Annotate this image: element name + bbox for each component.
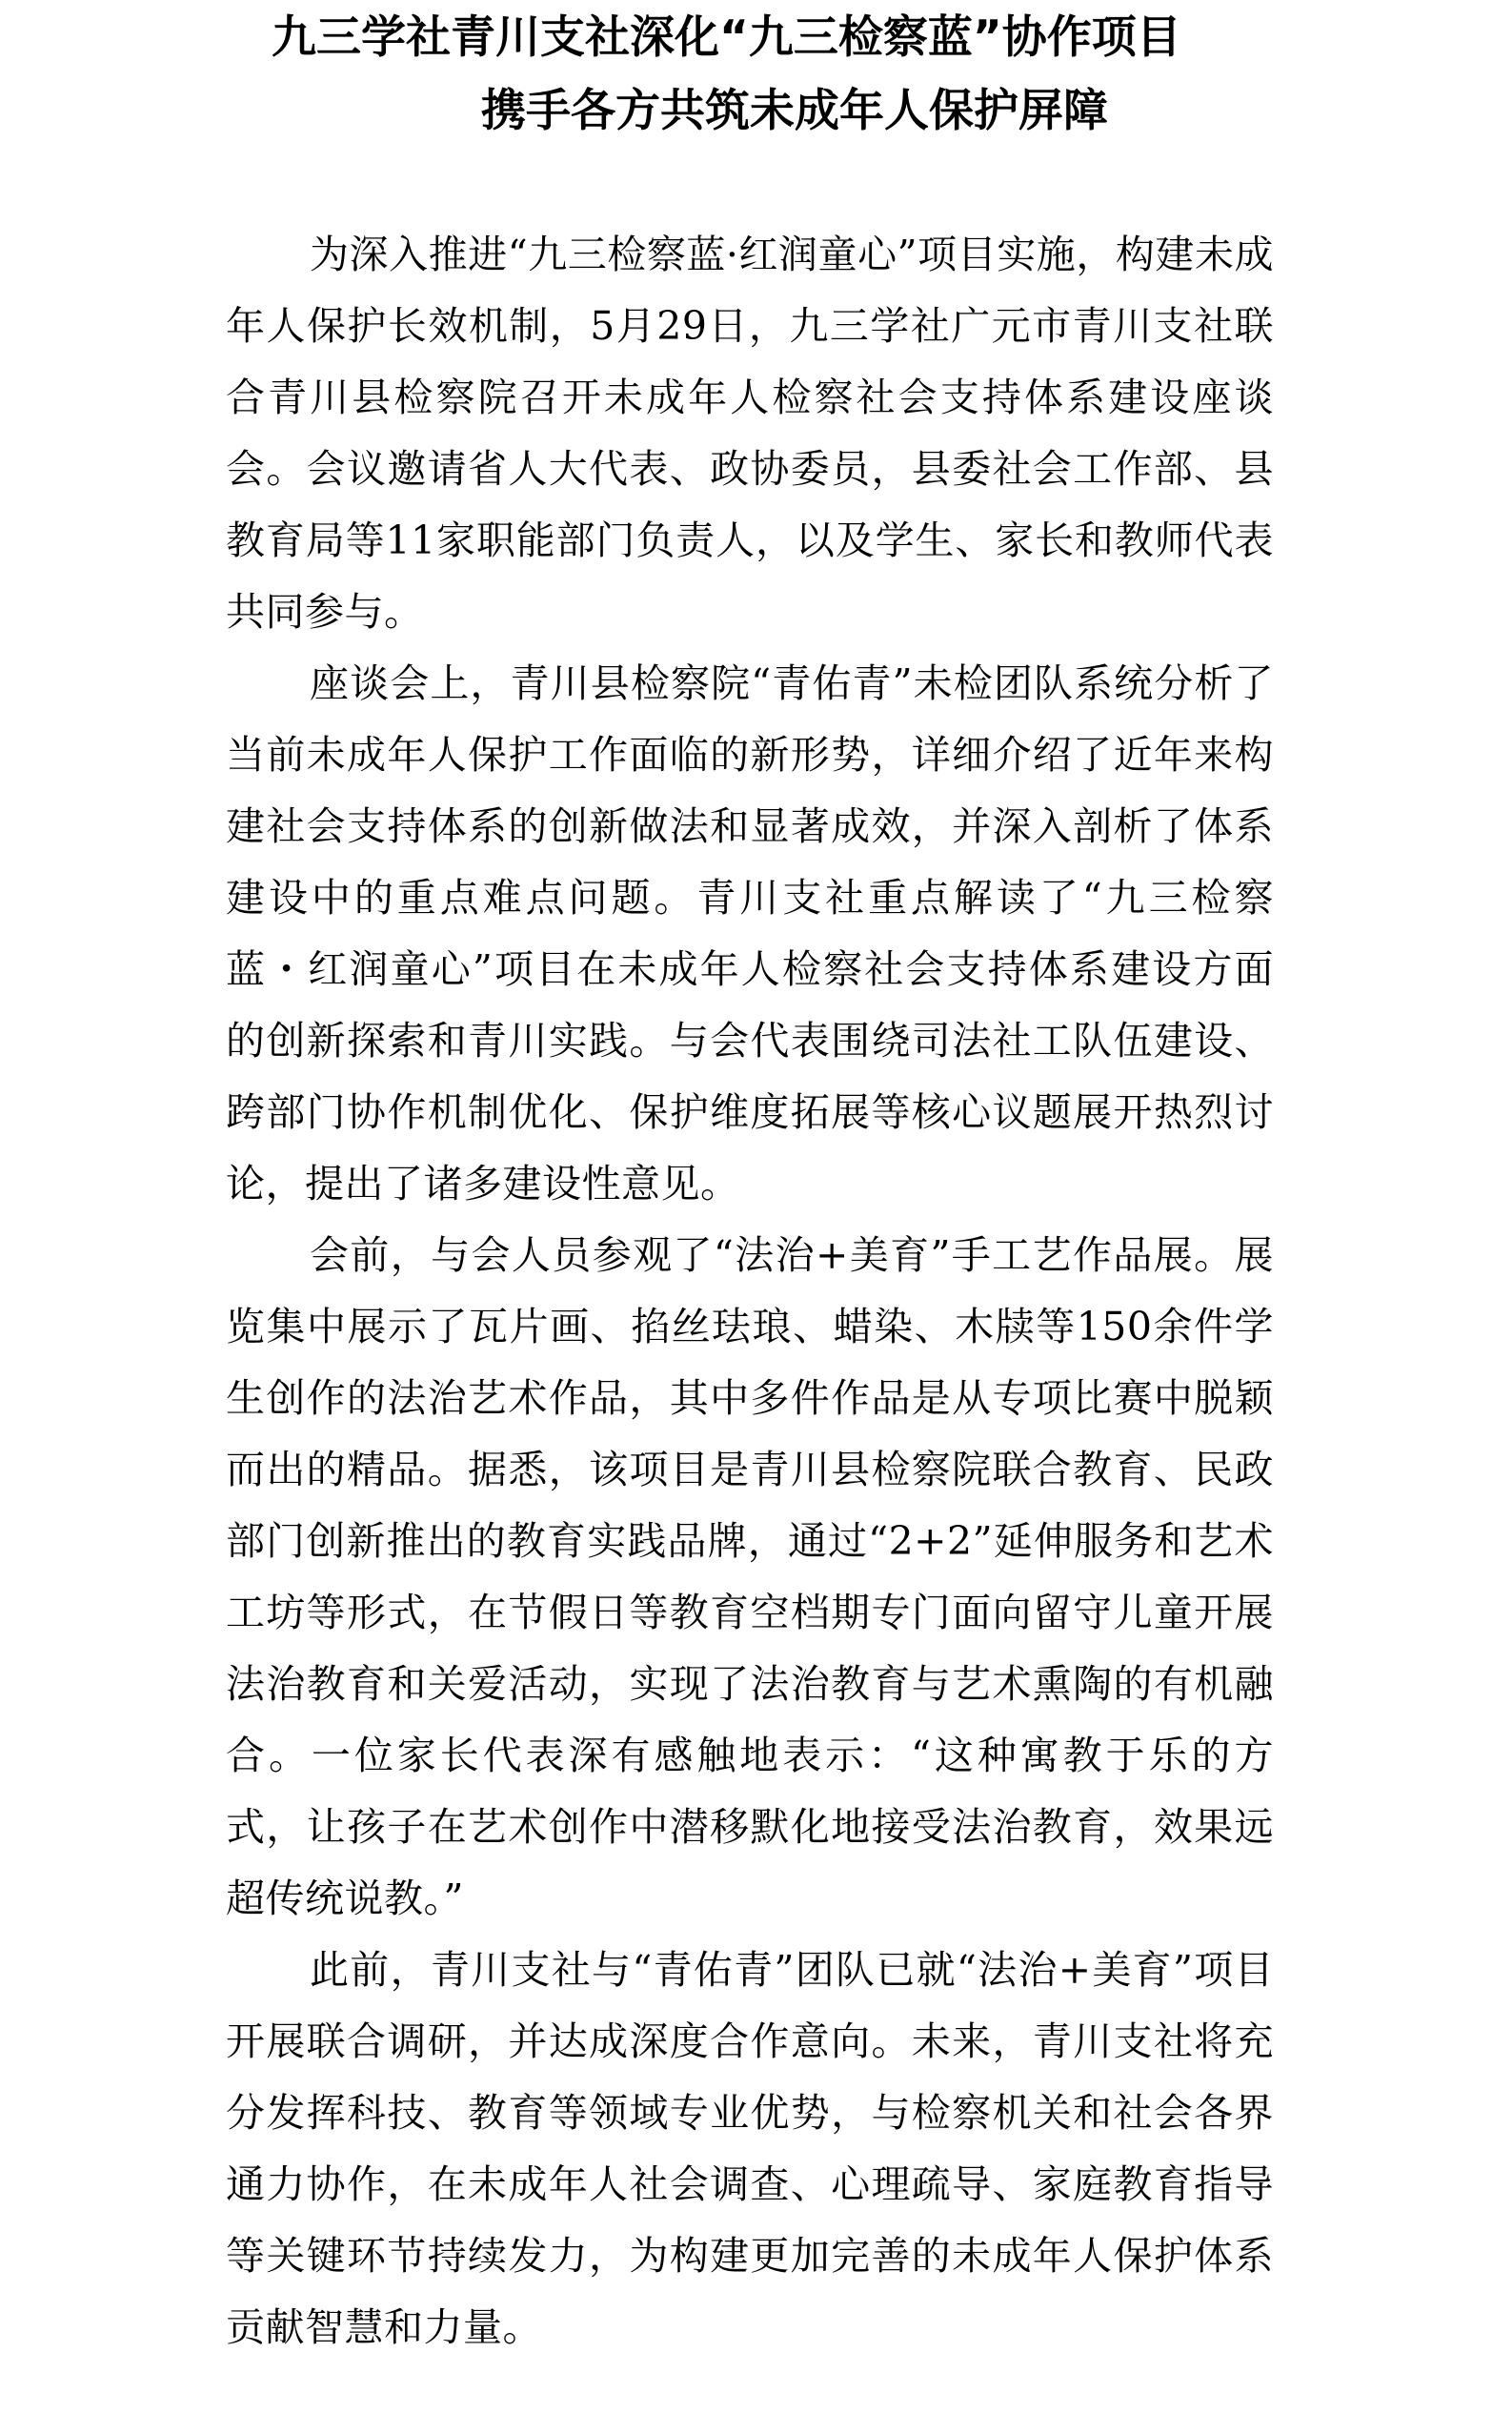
headline-line-2: 携手各方共筑未成年人保护屏障 [481,85,1108,137]
article-paragraph-2: 座谈会上，青川县检察院“青佑青”未检团队系统分析了当前未成年人保护工作面临的新形势，详细介绍了近年来构建社会支持体系的创新做法和显著成效，并深入剖析了体系建设中的重点难点问题。青川支社重点解读了“九三检察蓝・红润童心”项目在未成年人检察社会支持体系建设方面的创新探索和青川实践。与会代表围绕司法社工队伍建设、跨部门协作机制优化、保护维度拓展等核心议题展开热烈讨论，提出了诸多建设性意见。 [226,660,1274,1206]
article-paragraph-3: 会前，与会人员参观了“法治+美育”手工艺作品展。展览集中展示了瓦片画、掐丝珐琅、蜡染、木牍等150余件学生创作的法治艺术作品，其中多件作品是从专项比赛中脱颖而出的精品。据悉，该项目是青川县检察院联合教育、民政部门创新推出的教育实践品牌，通过“2+2”延伸服务和艺术工坊等形式，在节假日等教育空档期专门面向留守儿童开展法治教育和关爱活动，实现了法治教育与艺术熏陶的有机融合。一位家长代表深有感触地表示：“这种寓教于乐的方式，让孩子在艺术创作中潜移默化地接受法治教育，效果远超传统说教。” [226,1232,1274,1921]
article-paragraph-1: 为深入推进“九三检察蓝·红润童心”项目实施，构建未成年人保护长效机制，5月29日，九三学社广元市青川支社联合青川县检察院召开未成年人检察社会支持体系建设座谈会。会议邀请省人大代表、政协委员，县委社会工作部、县教育局等11家职能部门负责人，以及学生、家长和教师代表共同参与。 [226,232,1274,635]
headline-line-1: 九三学社青川支社深化“九三检察蓝”协作项目 [272,11,1181,64]
article-body [226,219,1274,2363]
article-paragraph-4: 此前，青川支社与“青佑青”团队已就“法治+美育”项目开展联合调研，并达成深度合作意向。未来，青川支社将充分发挥科技、教育等领域专业优势，与检察机关和社会各界通力协作，在未成年人社会调查、心理疏导、家庭教育指导等关键环节持续发力，为构建更加完善的未成年人保护体系贡献智慧和力量。 [226,1947,1274,2350]
